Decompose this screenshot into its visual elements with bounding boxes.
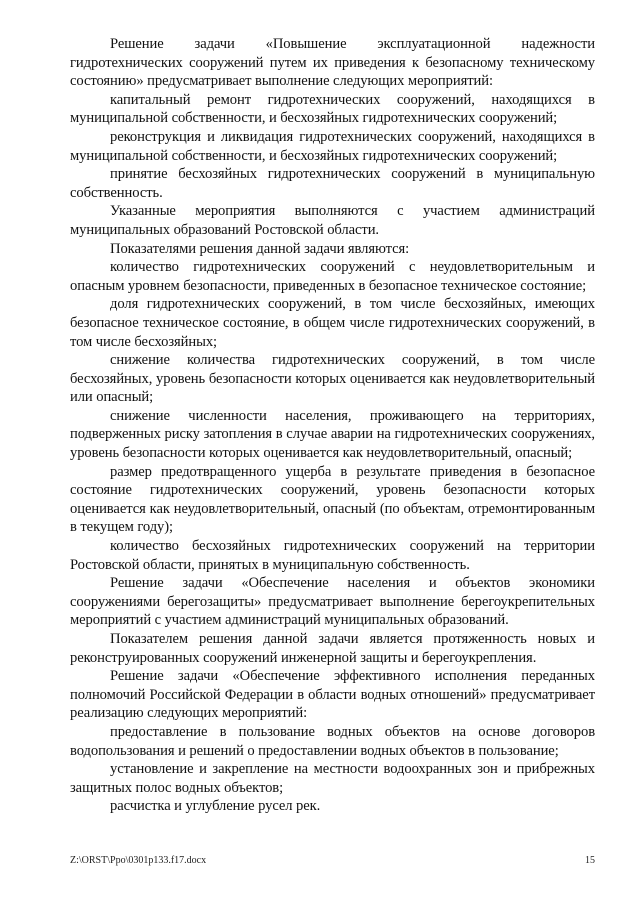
paragraph-indicators-intro: Показателями решения данной задачи являются: (110, 240, 410, 257)
paragraph-measure-repair: капитальный ремонт гидротехнических сооружений, находящихся в муниципальной собственности, и бесхозяйных гидротехнических сооружений; (70, 91, 595, 127)
page-footer (70, 855, 595, 866)
paragraph-measure-water-use: предоставление в пользование водных объектов на основе договоров водопользования и решений о предоставлении водных объектов в пользование; (70, 723, 595, 759)
paragraph-measure-reconstruction: реконструкция и ликвидация гидротехнических сооружений, находящихся в муниципальной собственности, и бесхозяйных гидротехнических сооружений; (70, 128, 595, 164)
paragraph-indicator-population: снижение численности населения, проживающего на территориях, подверженных риску затопления в случае аварии на гидротехнических сооружениях, уровень безопасности которых оценивается как неудовлетворительный, опасный; (70, 407, 595, 462)
paragraph-task-hydro-safety: Решение задачи «Повышение эксплуатационной надежности гидротехнических сооружений путем их приведения к безопасному техническому состоянию» предусматривает выполнение следующих мероприятий: (70, 36, 595, 90)
paragraph-indicator-share-safe: доля гидротехнических сооружений, в том числе бесхозяйных, имеющих безопасное техническое состояние, в общем числе гидротехнических сооружений, в том числе бесхозяйных; (70, 296, 595, 350)
paragraph-bank-indicator: Показателем решения данной задачи является протяженность новых и реконструированных сооружений инженерной защиты и берегоукрепления. (70, 631, 595, 666)
footer-file-path: Z:\ORST\Ppo\0301p133.f17.docx (70, 855, 207, 866)
page-number: 15 (585, 855, 595, 866)
paragraph-task-water-powers: Решение задачи «Обеспечение эффективного исполнения переданных полномочий Российской Федерации в области водных отношений» предусматривает реализацию следующих мероприятий: (70, 668, 595, 722)
paragraph-indicator-ownerless: количество бесхозяйных гидротехнических сооружений на территории Ростовской области, принятых в муниципальную собственность. (70, 538, 595, 573)
paragraph-indicator-damage: размер предотвращенного ущерба в результате приведения в безопасное состояние гидротехнических сооружений, уровень безопасности которых оценивается как неудовлетворительный, опасный (по объектам, отремонтированным в текущем году); (70, 463, 595, 536)
paragraph-task-bank-protection: Решение задачи «Обеспечение населения и объектов экономики сооружениями берегозащиты» предусматривает выполнение берегоукрепительных мероприятий с участием администраций муниципальных образований. (70, 575, 595, 629)
document-body (70, 35, 595, 816)
paragraph-measure-protection-zones: установление и закрепление на местности водоохранных зон и прибрежных защитных полос водных объектов; (70, 761, 595, 796)
paragraph-participants: Указанные мероприятия выполняются с участием администраций муниципальных образований Ростовской области. (70, 203, 595, 238)
paragraph-indicator-reduction-count: снижение количества гидротехнических сооружений, в том числе бесхозяйных, уровень безопасности которых оценивается как неудовлетворительный или опасный; (70, 352, 595, 406)
paragraph-indicator-count-safe: количество гидротехнических сооружений с неудовлетворительным и опасным уровнем безопасности, приведенных в безопасное техническое состояние; (70, 259, 595, 294)
paragraph-measure-riverbed: расчистка и углубление русел рек. (110, 798, 321, 815)
paragraph-measure-acceptance: принятие бесхозяйных гидротехнических сооружений в муниципальную собственность. (70, 166, 595, 201)
